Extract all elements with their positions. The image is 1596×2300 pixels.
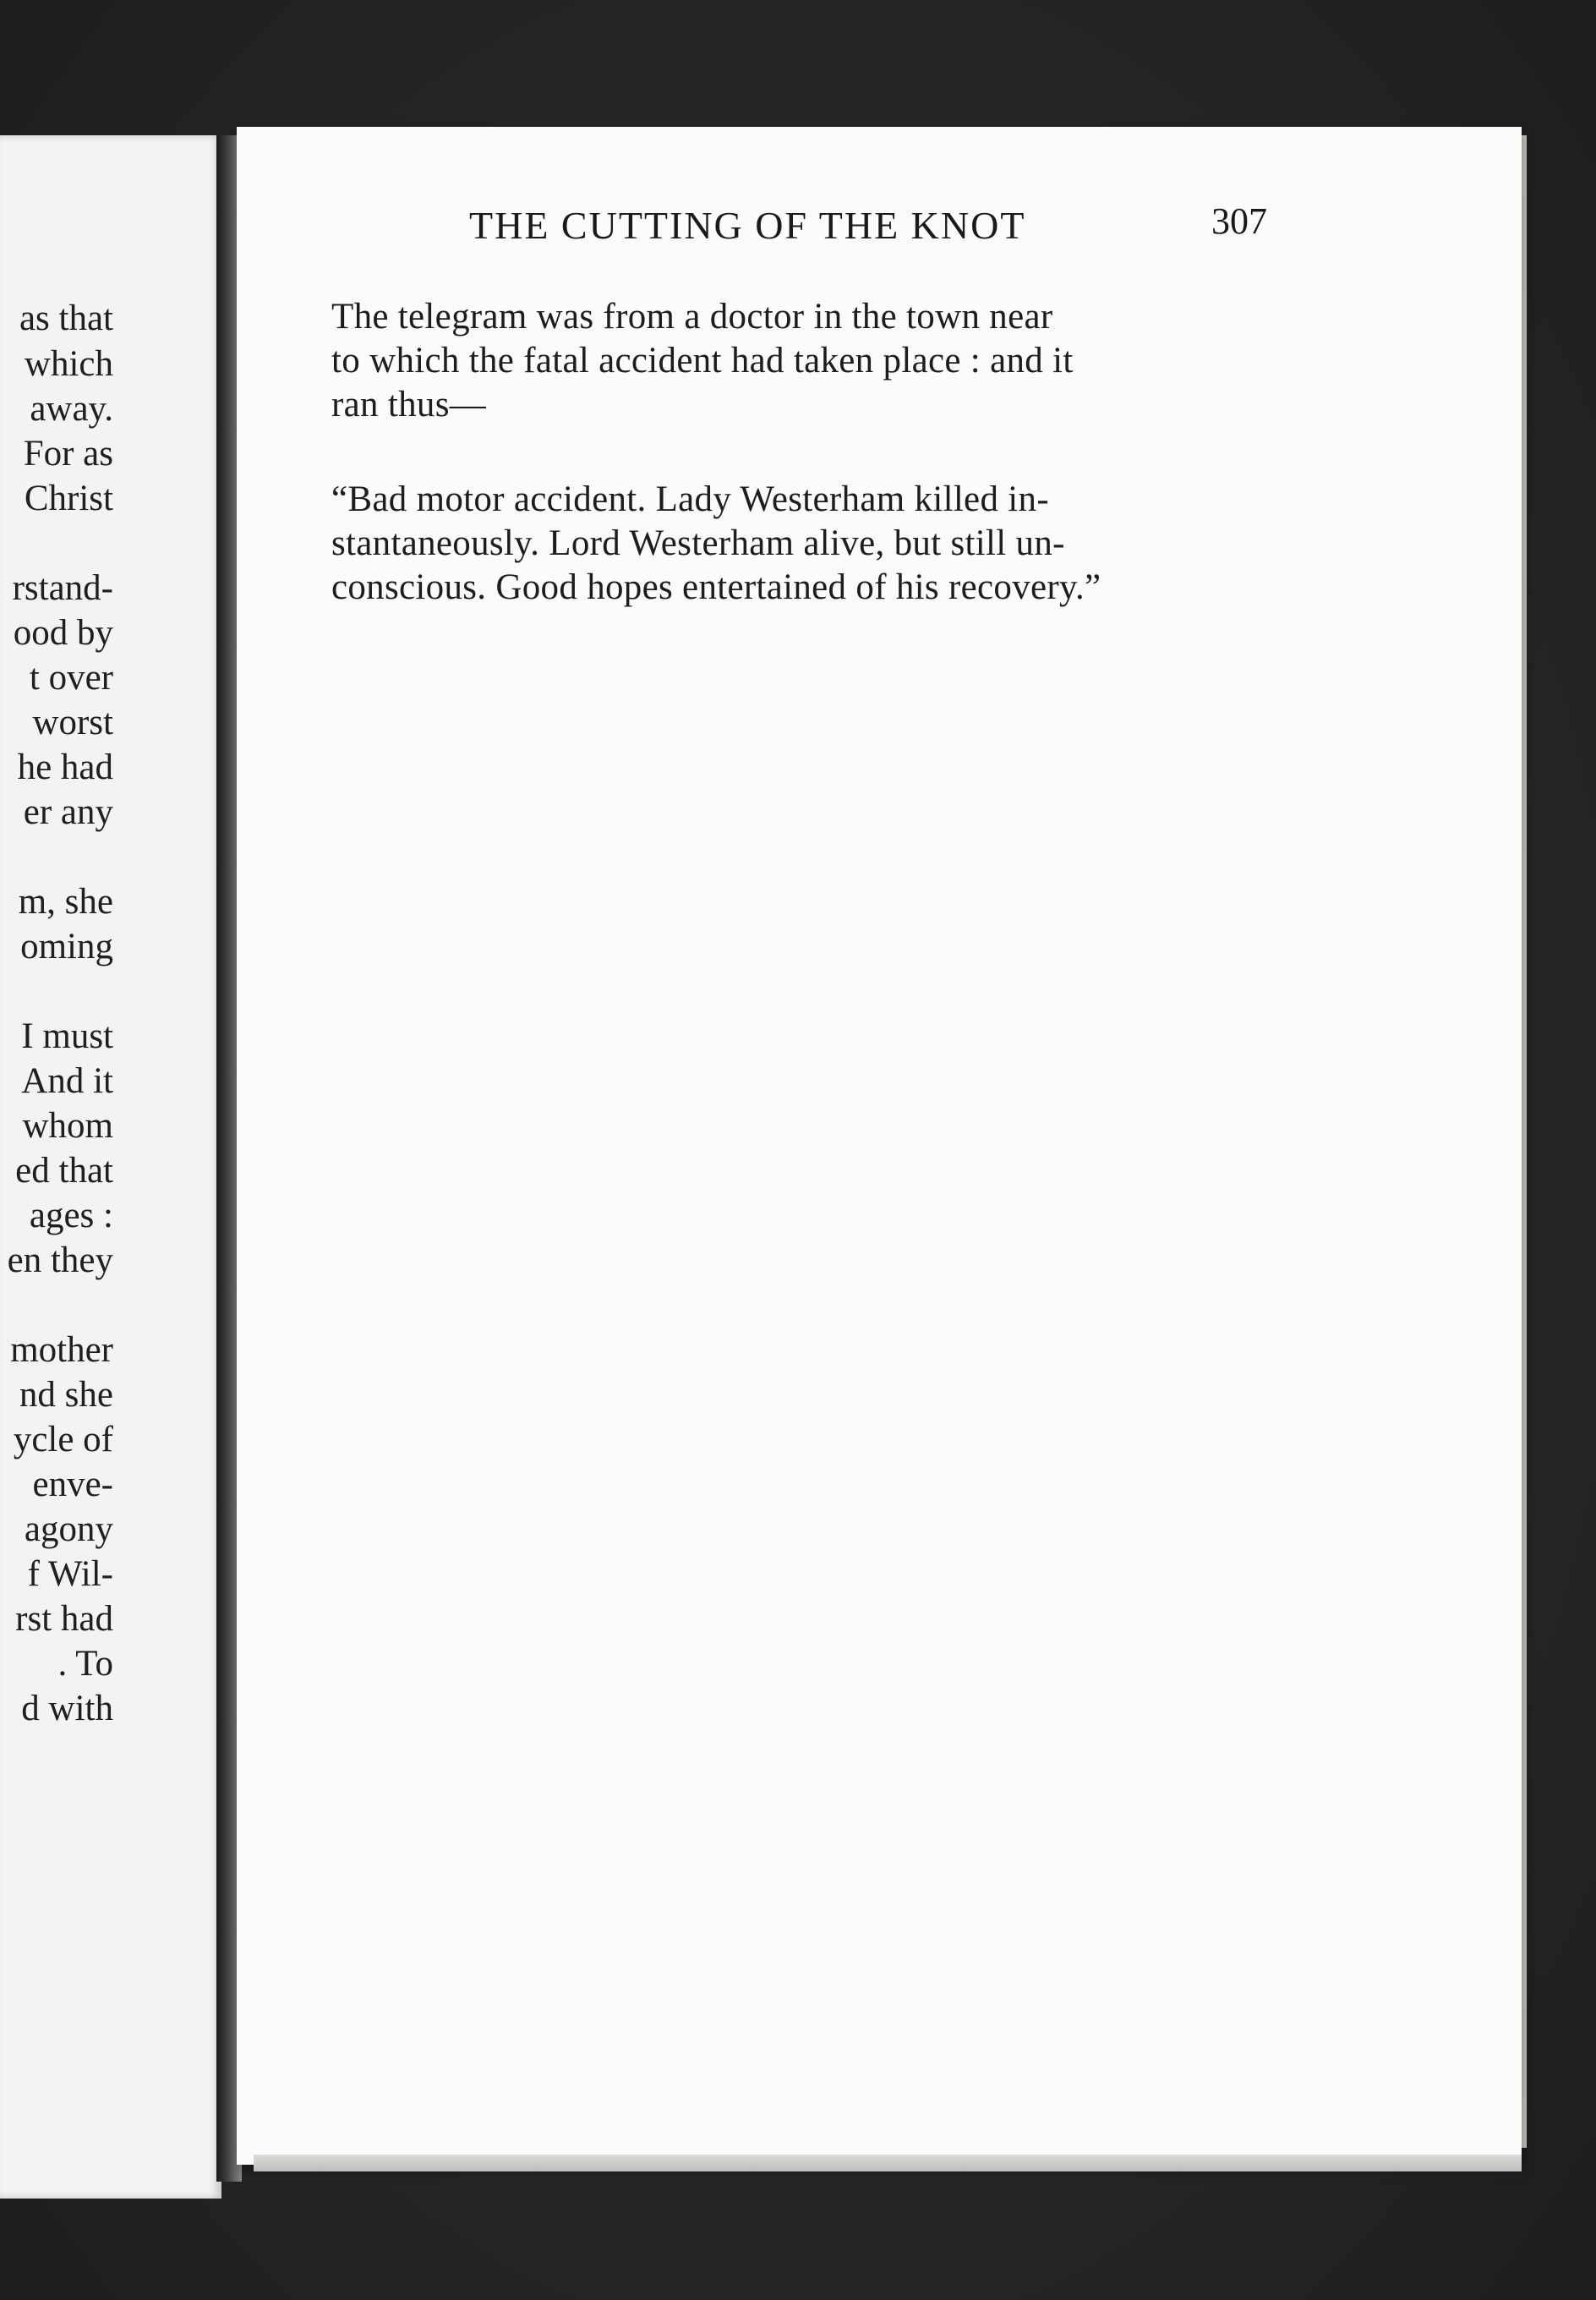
- left-page-line: as that: [19, 298, 113, 338]
- left-page-line: nd she: [19, 1375, 113, 1415]
- left-page-line: ood by: [13, 613, 113, 653]
- left-page-line: And it: [21, 1061, 113, 1101]
- left-page-line: . To: [57, 1644, 113, 1684]
- previous-page: [0, 135, 221, 2199]
- left-page-line: oming: [20, 927, 113, 967]
- left-page-line: agony: [24, 1509, 113, 1549]
- paragraph-line: The telegram was from a doctor in the town near: [331, 297, 1053, 337]
- left-page-line: which: [24, 344, 113, 384]
- left-page-line: whom: [22, 1106, 113, 1146]
- paragraph-line: to which the fatal accident had taken place : and it: [331, 341, 1074, 381]
- left-page-line: I must: [21, 1016, 113, 1056]
- current-page: [237, 127, 1522, 2165]
- quoted-telegram-line: “Bad motor accident. Lady Westerham killed in-: [331, 479, 1049, 519]
- left-page-line: For as: [23, 434, 113, 474]
- paragraph-line: ran thus—: [331, 385, 487, 424]
- left-page-line: ycle of: [13, 1420, 113, 1459]
- left-page-line: away.: [30, 389, 113, 429]
- left-page-line: mother: [10, 1330, 113, 1370]
- left-page-line: enve-: [32, 1465, 113, 1504]
- left-page-line: f Wil-: [27, 1554, 113, 1594]
- left-page-line: t over: [29, 658, 113, 698]
- page-number: 307: [1211, 200, 1267, 242]
- left-page-line: rst had: [15, 1599, 113, 1639]
- left-page-line: rstand-: [12, 568, 113, 608]
- left-page-line: he had: [17, 748, 113, 787]
- left-page-line: ed that: [15, 1151, 113, 1191]
- left-page-line: worst: [32, 703, 113, 742]
- page-bottom-edge: [254, 2155, 1522, 2171]
- quoted-telegram-line: stantaneously. Lord Westerham alive, but still un-: [331, 523, 1065, 563]
- left-page-line: er any: [23, 792, 113, 832]
- running-head: THE CUTTING OF THE KNOT: [469, 204, 1026, 247]
- left-page-line: Christ: [24, 479, 113, 518]
- left-page-line: en they: [7, 1240, 113, 1280]
- left-page-line: d with: [21, 1689, 113, 1728]
- quoted-telegram-line: conscious. Good hopes entertained of his recovery.”: [331, 567, 1101, 607]
- left-page-line: m, she: [18, 882, 113, 922]
- left-page-line: ages :: [29, 1196, 113, 1235]
